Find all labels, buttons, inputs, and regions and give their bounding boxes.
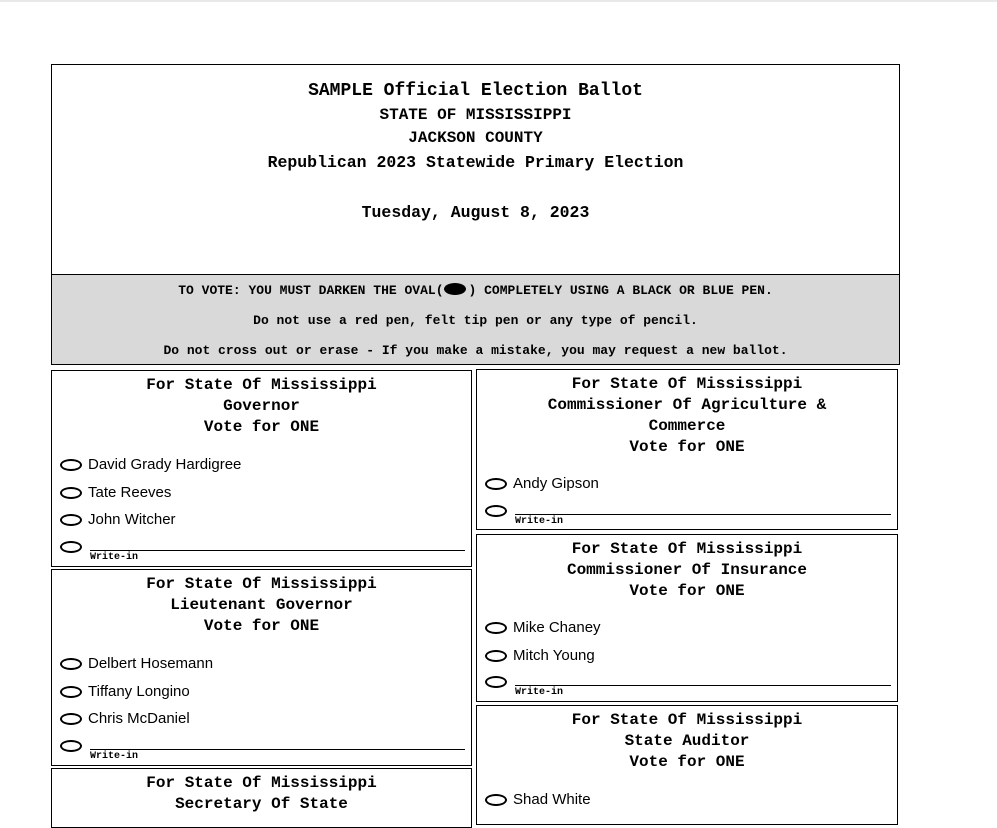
race-title	[52, 375, 471, 438]
race-title-line: For State Of Mississippi	[146, 774, 377, 792]
oval-icon[interactable]	[485, 794, 507, 806]
write-in-label: Write-in	[515, 687, 564, 698]
oval-icon[interactable]	[485, 478, 507, 490]
write-in-line[interactable]	[90, 749, 465, 750]
race-title	[477, 710, 897, 773]
race-title	[52, 773, 471, 815]
candidate-name: Mike Chaney	[513, 619, 601, 636]
candidate-name: Delbert Hosemann	[88, 655, 214, 672]
write-in-option[interactable]	[60, 541, 465, 563]
candidate-option[interactable]	[485, 618, 601, 638]
candidate-option[interactable]	[60, 483, 171, 503]
race-office: Lieutenant Governor	[170, 596, 353, 614]
oval-icon[interactable]	[60, 658, 82, 670]
race-state-auditor	[476, 705, 898, 825]
write-in-option[interactable]	[485, 676, 891, 698]
oval-icon[interactable]	[60, 514, 82, 526]
race-office: Commissioner Of Insurance	[566, 561, 808, 579]
candidate-name: John Witcher	[88, 511, 176, 528]
race-office: State Auditor	[624, 732, 750, 750]
candidate-option[interactable]	[485, 474, 599, 494]
race-office: Commissioner Of Agriculture &	[547, 396, 827, 414]
ballot-header	[51, 64, 900, 275]
instruction-line-1	[52, 283, 899, 298]
race-commissioner-insurance	[476, 534, 898, 702]
write-in-option[interactable]	[485, 505, 891, 527]
instruction-line-2: Do not use a red pen, felt tip pen or any type of pencil.	[253, 313, 698, 328]
oval-icon[interactable]	[485, 650, 507, 662]
oval-icon[interactable]	[485, 676, 507, 688]
write-in-line[interactable]	[515, 685, 891, 686]
ballot-title: SAMPLE Official Election Ballot	[308, 81, 643, 101]
race-title-line: For State Of Mississippi	[571, 711, 803, 729]
race-title	[477, 539, 897, 602]
oval-icon[interactable]	[60, 541, 82, 553]
instruction-line-3: Do not cross out or erase - If you make a mistake, you may request a new ballot.	[163, 343, 788, 358]
candidate-name: Mitch Young	[513, 647, 595, 664]
oval-icon[interactable]	[60, 487, 82, 499]
ballot-state: STATE OF MISSISSIPPI	[379, 106, 572, 124]
race-title-line: For State Of Mississippi	[146, 575, 377, 593]
oval-icon[interactable]	[485, 505, 507, 517]
race-lieutenant-governor	[51, 569, 472, 766]
candidate-option[interactable]	[60, 682, 190, 702]
ballot-election-name: Republican 2023 Statewide Primary Election	[267, 153, 684, 172]
race-vote-for: Vote for ONE	[629, 438, 745, 456]
race-office: Governor	[223, 397, 300, 415]
race-secretary-of-state	[51, 768, 472, 828]
race-title-line: For State Of Mississippi	[571, 375, 803, 393]
candidate-name: Chris McDaniel	[88, 710, 190, 727]
write-in-line[interactable]	[90, 550, 465, 551]
write-in-line[interactable]	[515, 514, 891, 515]
candidate-option[interactable]	[60, 455, 241, 475]
candidate-name: Andy Gipson	[513, 475, 599, 492]
race-title-line: For State Of Mississippi	[146, 376, 377, 394]
ballot-date: Tuesday, August 8, 2023	[361, 203, 590, 222]
race-office-cont: Commerce	[648, 417, 726, 435]
candidate-name: Shad White	[513, 791, 591, 808]
race-office: Secretary Of State	[175, 795, 348, 813]
race-title	[52, 574, 471, 637]
oval-icon[interactable]	[485, 622, 507, 634]
race-vote-for: Vote for ONE	[629, 753, 745, 771]
race-governor	[51, 370, 472, 567]
filled-oval-icon	[444, 283, 466, 295]
voting-instructions	[51, 274, 900, 365]
write-in-label: Write-in	[90, 552, 139, 563]
write-in-label: Write-in	[515, 516, 564, 527]
candidate-option[interactable]	[60, 654, 213, 674]
candidate-name: Tate Reeves	[88, 484, 172, 501]
instruction-line-1-end: ) COMPLETELY USING A BLACK OR BLUE PEN.	[468, 283, 773, 298]
race-commissioner-agriculture	[476, 369, 898, 530]
race-title	[477, 374, 897, 458]
oval-icon[interactable]	[60, 686, 82, 698]
oval-icon[interactable]	[60, 713, 82, 725]
race-vote-for: Vote for ONE	[629, 582, 745, 600]
candidate-option[interactable]	[60, 510, 176, 530]
race-vote-for: Vote for ONE	[203, 617, 320, 635]
candidate-option[interactable]	[485, 646, 595, 666]
instruction-line-1-start: TO VOTE: YOU MUST DARKEN THE OVAL(	[178, 283, 444, 298]
race-title-line: For State Of Mississippi	[571, 540, 803, 558]
candidate-option[interactable]	[60, 709, 190, 729]
candidate-name: David Grady Hardigree	[88, 456, 242, 473]
candidate-name: Tiffany Longino	[88, 683, 190, 700]
race-vote-for: Vote for ONE	[203, 418, 320, 436]
page-top-border	[0, 0, 997, 2]
write-in-option[interactable]	[60, 740, 465, 762]
ballot-county: JACKSON COUNTY	[408, 129, 543, 147]
oval-icon[interactable]	[60, 740, 82, 752]
candidate-option[interactable]	[485, 790, 591, 810]
oval-icon[interactable]	[60, 459, 82, 471]
write-in-label: Write-in	[90, 751, 139, 762]
